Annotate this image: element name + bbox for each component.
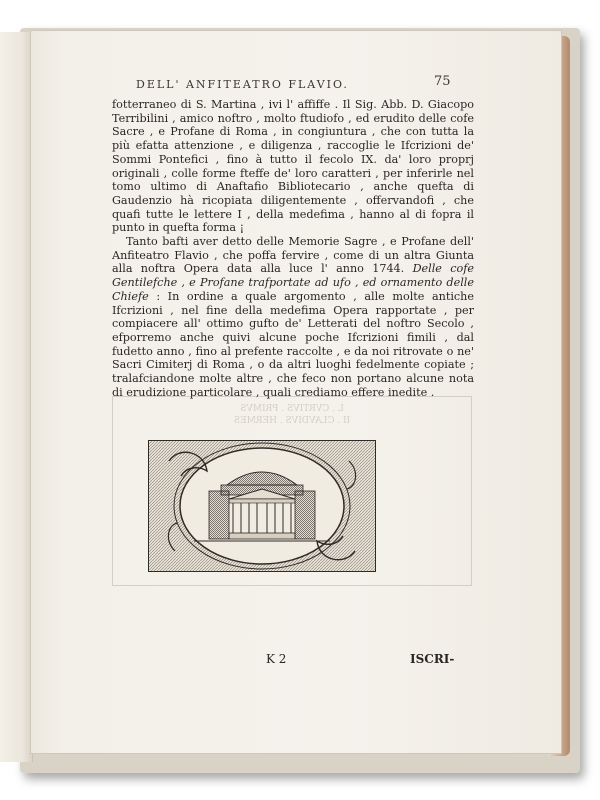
page-number: 75 <box>434 74 451 89</box>
paragraph-2-start: Tanto bafti aver detto delle Memorie Sagre , e Profane dell' Anfiteatro Flavio , che poffa fervire , come di un altra Giunta alla noftra Opera data alla luce l' anno 1744. <box>112 235 474 276</box>
catchword: ISCRI- <box>410 652 455 666</box>
paragraph-2 <box>112 235 474 399</box>
paragraph-1: fotterraneo di S. Martina , ivi l' affiffe . Il Sig. Abb. D. Giacopo Terribilini , amico noftro , molto ftudiofo , ed erudito delle cofe Sacre , e Profane di Roma , in congiuntura , che con tutta la più efatta attenzione , e diligenza , raccoglie le Ifcrizioni de' Sommi Pontefici , fino à tutto il fecolo IX. da' loro proprj originali , colle forme fteffe de' loro caratteri , per inferirle nel tomo ultimo di Anaftafio Bibliotecario , anche quefta di Gaudenzio hà ricopiata diligentemente , offervandofi , che quafi tutte le lettere I , della medefima , hanno al di fopra il punto in quefta forma ¡ <box>112 98 474 235</box>
paragraph-2-end: : In ordine a quale argomento , alle molte antiche Ifcrizioni , nel fine della medefima Opera rapportate , per compiacere all' ottimo gufto de' Letterati del noftro Secolo , efporremo anche quivi alcune poche Ifcrizioni fimili , dal fudetto anno , fino al prefente raccolte , e da noi ritrovate o ne' Sacri Cimiterj di Roma , o da altri luoghi fedelmente copiate ; tralafciandone molte altre , che feco non portano alcune nota di erudizione particolare , quali crediamo effere inedite . <box>112 289 474 399</box>
show-through-line-1: L . CVRTIVS . PRIMVS <box>240 404 344 414</box>
body-text <box>112 98 474 399</box>
show-through-bottom <box>112 598 472 642</box>
paragraph-2-italic: Delle cofe Gentilefche , e Profane trafportate ad ufo , ed ornamento delle Chiefe <box>112 262 475 303</box>
pantheon-engraving-image <box>149 441 375 571</box>
show-through-line-2: II . CLAVDIVS . HERMES <box>233 416 351 426</box>
signature-mark: K 2 <box>266 652 287 666</box>
left-page-edge <box>0 32 33 762</box>
running-head: DELL' ANFITEATRO FLAVIO. <box>136 78 349 91</box>
pantheon-engraving <box>148 440 376 572</box>
